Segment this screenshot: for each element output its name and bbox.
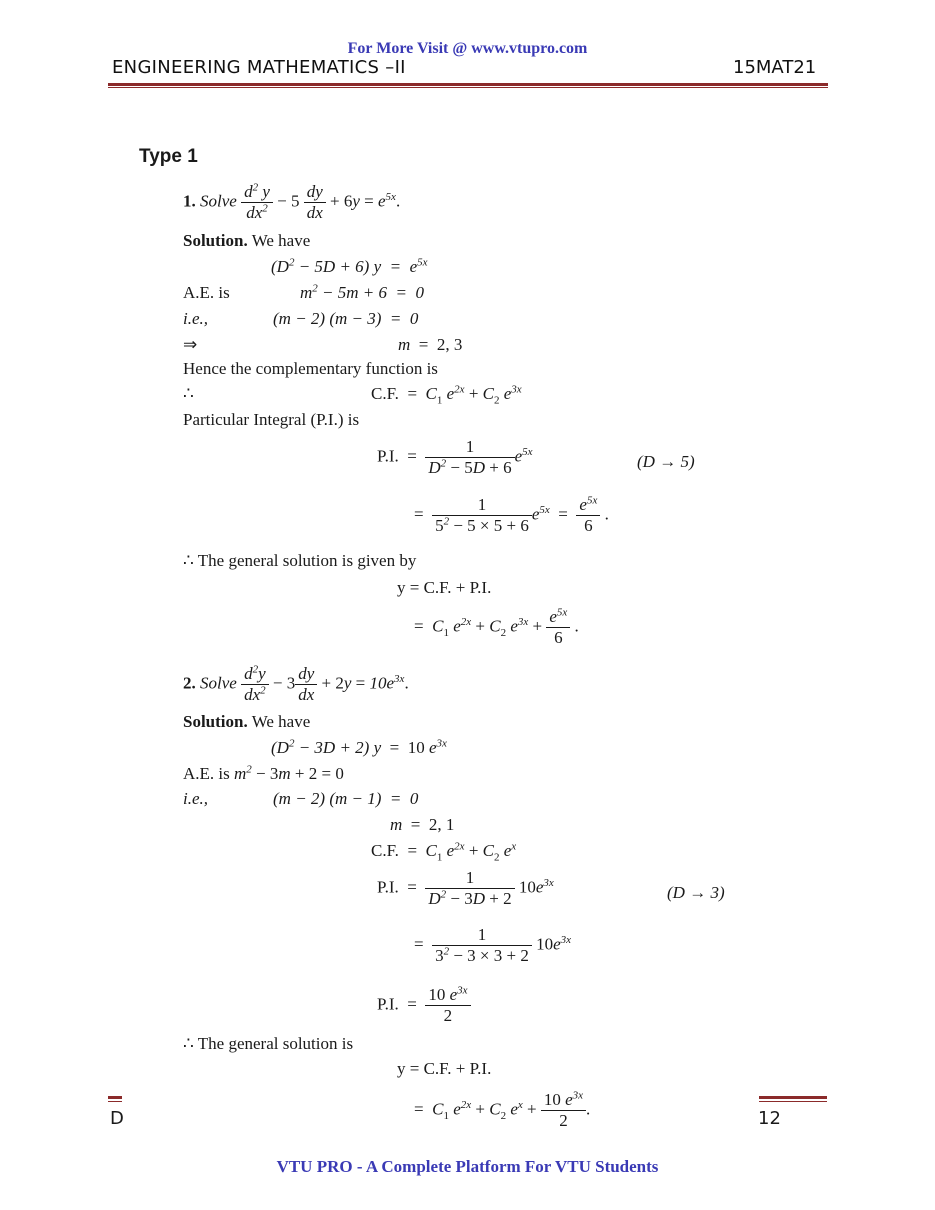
header-visit-link[interactable]: For More Visit @ www.vtupro.com [347, 40, 588, 57]
problem-1-general-eq: y = C.F. + P.I. [397, 578, 492, 597]
problem-2-pi: P.I. = $\frac{1}{D^2 - 3D + 2}$ $10e^{3x}$ [377, 868, 554, 908]
problem-1-factored: (m − 2) (m − 3) = 0 [273, 309, 419, 328]
problem-1-general-solution: = $C_1$ $e^{2x} + C_2$ $e^{3x}$ + $\frac{e^{5x}}{6}$ . [414, 606, 579, 647]
problem-1-pi-intro: Particular Integral (P.I.) is [183, 410, 360, 429]
problem-2-factored: (m − 2) (m − 1) = 0 [273, 789, 419, 808]
problem-2-auxiliary-eq: A.E. is $m^2 - 3m + 2 = 0$ [183, 763, 344, 783]
problem-1-general-intro: ∴ The general solution is given by [183, 551, 417, 570]
problem-1-implies: ⇒ [183, 335, 198, 354]
problem-2-pi-result: P.I. = $\frac{10 e^{3x}}{2}$ [377, 985, 471, 1026]
problem-2-roots: m = 2, 1 [390, 815, 455, 834]
page-number: 12 [758, 1108, 781, 1129]
footer-rule-left-thin [108, 1101, 122, 1102]
footer-rule-right [759, 1096, 827, 1099]
problem-1-ae-label: A.E. is [183, 283, 230, 302]
problem-1-statement: 1. Solve $\frac{d^2 y}{dx^2}$ − 5 $\frac{dy}{dx}$ + $6y = e^{5x}$. [183, 181, 401, 222]
header-rule [108, 83, 828, 86]
footer-rule-right-thin [759, 1101, 827, 1102]
problem-2-operator-eq: $(D^2 - 3D + 2) y = 10$ $e^{3x}$ [271, 737, 447, 757]
problem-2-general-solution: = $C_1$ $e^{2x} + C_2$ $e^x$ + $\frac{10 e^{3x}}{2}$ . [414, 1089, 591, 1130]
problem-1-pi-eval: = $\frac{1}{5^2 - 5 \times 5 + 6}$ $e^{5x}$ = $\frac{e^{5x}}{6}$ . [414, 494, 609, 535]
problem-2-pi-eval: = $\frac{1}{3^2 - 3 \times 3 + 2}$ $10e^{3x}$ [414, 925, 572, 965]
problem-2-general-intro: ∴ The general solution is [183, 1034, 354, 1053]
problem-1-solution-label: Solution. We have [183, 231, 311, 250]
footer-rule-left [108, 1096, 122, 1099]
course-code: 15MAT21 [733, 57, 817, 78]
problem-2-general-eq: y = C.F. + P.I. [397, 1059, 492, 1078]
problem-1-therefore: ∴ [183, 384, 194, 403]
problem-2-d-arrow: (D → 3) [667, 883, 725, 902]
problem-1-ie-label: i.e., [183, 309, 209, 328]
document-title: ENGINEERING MATHEMATICS –II [112, 57, 406, 78]
problem-1-cf: C.F. = $C_1$ $e^{2x} + C_2$ $e^{3x}$ [371, 383, 522, 407]
problem-1-roots: m = 2, 3 [398, 335, 463, 354]
problem-2-cf: C.F. = $C_1$ $e^{2x} + C_2$ $e^x$ [371, 840, 517, 864]
problem-2-ie-label: i.e., [183, 789, 209, 808]
section-heading: Type 1 [139, 146, 198, 167]
problem-1-auxiliary-eq: $m^2 - 5m + 6 = 0$ [300, 282, 424, 302]
problem-1-pi: P.I. = $\frac{1}{D^2 - 5D + 6}$ $e^{5x}$ [377, 437, 533, 477]
problem-1-d-arrow: (D → 5) [637, 452, 695, 471]
problem-1-operator-eq: $(D^2 - 5D + 6) y = e^{5x}$ [271, 256, 428, 276]
header-rule-thin [108, 87, 828, 88]
problem-1-hence-text: Hence the complementary function is [183, 359, 438, 378]
footer-platform-link[interactable]: VTU PRO - A Complete Platform For VTU Students [276, 1157, 659, 1176]
problem-2-statement: 2. Solve $\frac{d^2y}{dx^2}$ − 3 $\frac{dy}{dx}$ + $2y = 10e^{3x}$. [183, 663, 409, 704]
footer-left-text: D [110, 1108, 124, 1129]
problem-2-solution-label: Solution. We have [183, 712, 311, 731]
